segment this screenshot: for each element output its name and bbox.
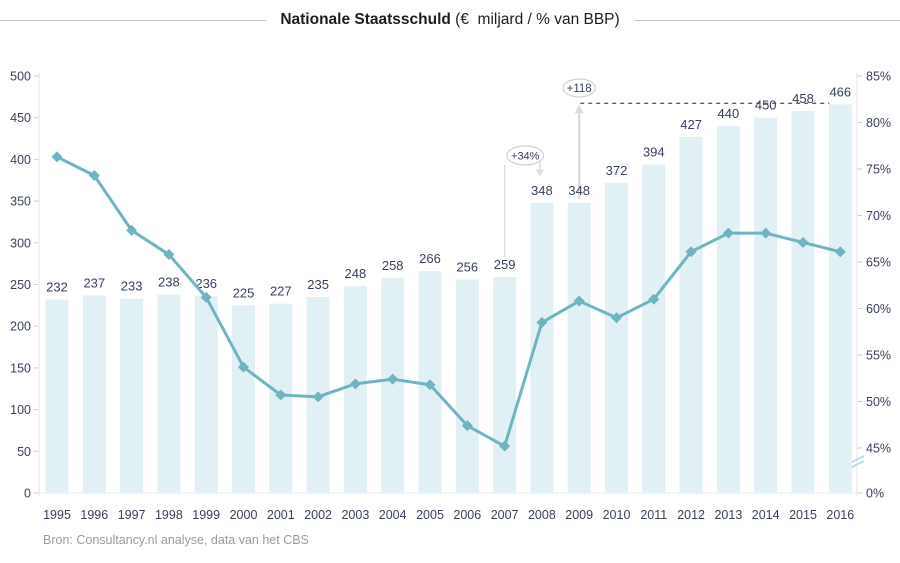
bar-value-label-2002: 235 xyxy=(307,277,329,293)
callout-label-plus118: +118 xyxy=(566,83,592,95)
right-axis-tick-label: 75% xyxy=(866,162,892,177)
bars-series xyxy=(46,104,852,493)
left-axis-tick-label: 400 xyxy=(10,152,31,167)
callout-label-plus34: +34% xyxy=(511,150,540,163)
right-axis-tick-label: 60% xyxy=(866,302,892,316)
right-axis xyxy=(857,70,891,501)
bar-1995 xyxy=(46,300,69,493)
bar-value-label-2001: 227 xyxy=(269,283,292,299)
x-axis-label-2009: 2009 xyxy=(565,508,594,522)
x-axis-label-2013: 2013 xyxy=(714,508,743,522)
right-axis-tick-label: 65% xyxy=(866,255,892,270)
bar-value-label-2000: 225 xyxy=(232,285,255,301)
left-axis-tick-label: 200 xyxy=(10,319,31,334)
left-axis-tick-label: 100 xyxy=(10,403,31,418)
right-axis-tick-label: 55% xyxy=(866,348,892,363)
bar-value-label-2016: 466 xyxy=(829,84,852,100)
bar-2004 xyxy=(381,278,404,493)
bar-2012 xyxy=(680,137,703,493)
bar-value-label-2006: 256 xyxy=(456,259,479,275)
left-axis-tick-label: 250 xyxy=(10,278,31,292)
bar-value-label-1999: 236 xyxy=(195,276,218,292)
bar-2000 xyxy=(232,305,255,493)
bar-value-label-2014: 450 xyxy=(754,97,777,113)
bar-value-label-2005: 266 xyxy=(419,251,441,267)
x-axis-label-2007: 2007 xyxy=(490,508,519,522)
bar-value-label-2008: 348 xyxy=(531,182,553,198)
bar-value-label-2007: 259 xyxy=(493,256,516,272)
right-axis-tick-label: 0% xyxy=(866,486,885,501)
x-axis-label-2002: 2002 xyxy=(304,508,333,522)
x-axis-label-2011: 2011 xyxy=(640,508,668,522)
left-axis-tick-label: 300 xyxy=(10,236,31,251)
x-axis-label-2003: 2003 xyxy=(341,508,370,522)
arrow-down-head xyxy=(536,170,544,178)
bar-1997 xyxy=(120,299,143,493)
chart-title-rest: (€ miljard / % van BBP) xyxy=(450,11,620,28)
bar-2003 xyxy=(344,286,367,493)
left-axis xyxy=(10,70,39,501)
x-axis-label-2008: 2008 xyxy=(527,508,556,522)
x-axis-label-2001: 2001 xyxy=(266,508,295,522)
bar-2007 xyxy=(493,277,516,493)
left-axis-tick-label: 450 xyxy=(10,111,31,126)
left-axis-tick-label: 50 xyxy=(17,444,31,459)
bar-2006 xyxy=(456,279,479,493)
x-axis-label-2006: 2006 xyxy=(453,508,482,522)
bar-2014 xyxy=(754,118,777,493)
bar-value-label-2011: 394 xyxy=(642,144,665,160)
x-axis-label-2005: 2005 xyxy=(416,508,444,522)
x-axis-label-2015: 2015 xyxy=(789,508,817,522)
x-axis-label-2004: 2004 xyxy=(378,508,407,522)
bar-value-label-2015: 458 xyxy=(792,91,814,107)
right-axis-tick-label: 85% xyxy=(866,69,892,84)
bar-2010 xyxy=(605,183,628,493)
x-axis-label-1998: 1998 xyxy=(154,508,183,522)
bar-value-label-1998: 238 xyxy=(158,274,180,290)
bar-2013 xyxy=(717,126,740,493)
bar-value-label-2004: 258 xyxy=(381,257,404,273)
x-axis-label-1996: 1996 xyxy=(80,508,109,522)
bar-value-label-2003: 248 xyxy=(344,266,367,282)
left-axis-tick-label: 0 xyxy=(24,486,31,501)
x-axis xyxy=(43,508,854,522)
bar-1999 xyxy=(195,296,218,493)
bar-2009 xyxy=(568,203,591,493)
left-axis-tick-label: 350 xyxy=(10,194,31,209)
bar-1998 xyxy=(157,295,180,493)
bar-value-label-1996: 237 xyxy=(83,275,106,291)
x-axis-label-2012: 2012 xyxy=(677,508,706,522)
x-axis-label-2010: 2010 xyxy=(602,508,631,522)
bar-value-label-2013: 440 xyxy=(717,106,740,122)
diamond-marker-1995 xyxy=(52,151,63,162)
source-note: Bron: Consultancy.nl analyse, data van het CBS xyxy=(43,533,309,547)
x-axis-label-2016: 2016 xyxy=(826,508,855,522)
bar-2011 xyxy=(642,164,665,493)
bar-value-label-2010: 372 xyxy=(605,162,628,178)
right-axis-tick-label: 45% xyxy=(866,441,892,456)
left-axis-tick-label: 500 xyxy=(10,69,31,84)
x-axis-label-1999: 1999 xyxy=(192,508,221,522)
chart-title-bold: Nationale Staatsschuld xyxy=(280,11,451,28)
bar-1996 xyxy=(83,295,106,493)
arrow-up-head xyxy=(575,104,584,113)
right-axis-tick-label: 70% xyxy=(866,209,892,223)
x-axis-label-2014: 2014 xyxy=(751,508,780,522)
x-axis-label-1995: 1995 xyxy=(43,508,71,522)
bar-value-label-1995: 232 xyxy=(46,279,68,295)
x-axis-label-2000: 2000 xyxy=(229,508,258,522)
x-axis-label-1997: 1997 xyxy=(117,508,146,522)
left-axis-tick-label: 150 xyxy=(10,361,31,376)
right-axis-tick-label: 80% xyxy=(866,116,892,130)
bar-value-label-2009: 348 xyxy=(568,182,591,198)
bar-2016 xyxy=(829,104,852,493)
bar-value-label-2012: 427 xyxy=(680,116,702,132)
right-axis-tick-label: 50% xyxy=(866,395,892,409)
bar-2015 xyxy=(792,111,815,493)
bar-value-label-1997: 233 xyxy=(120,278,143,294)
